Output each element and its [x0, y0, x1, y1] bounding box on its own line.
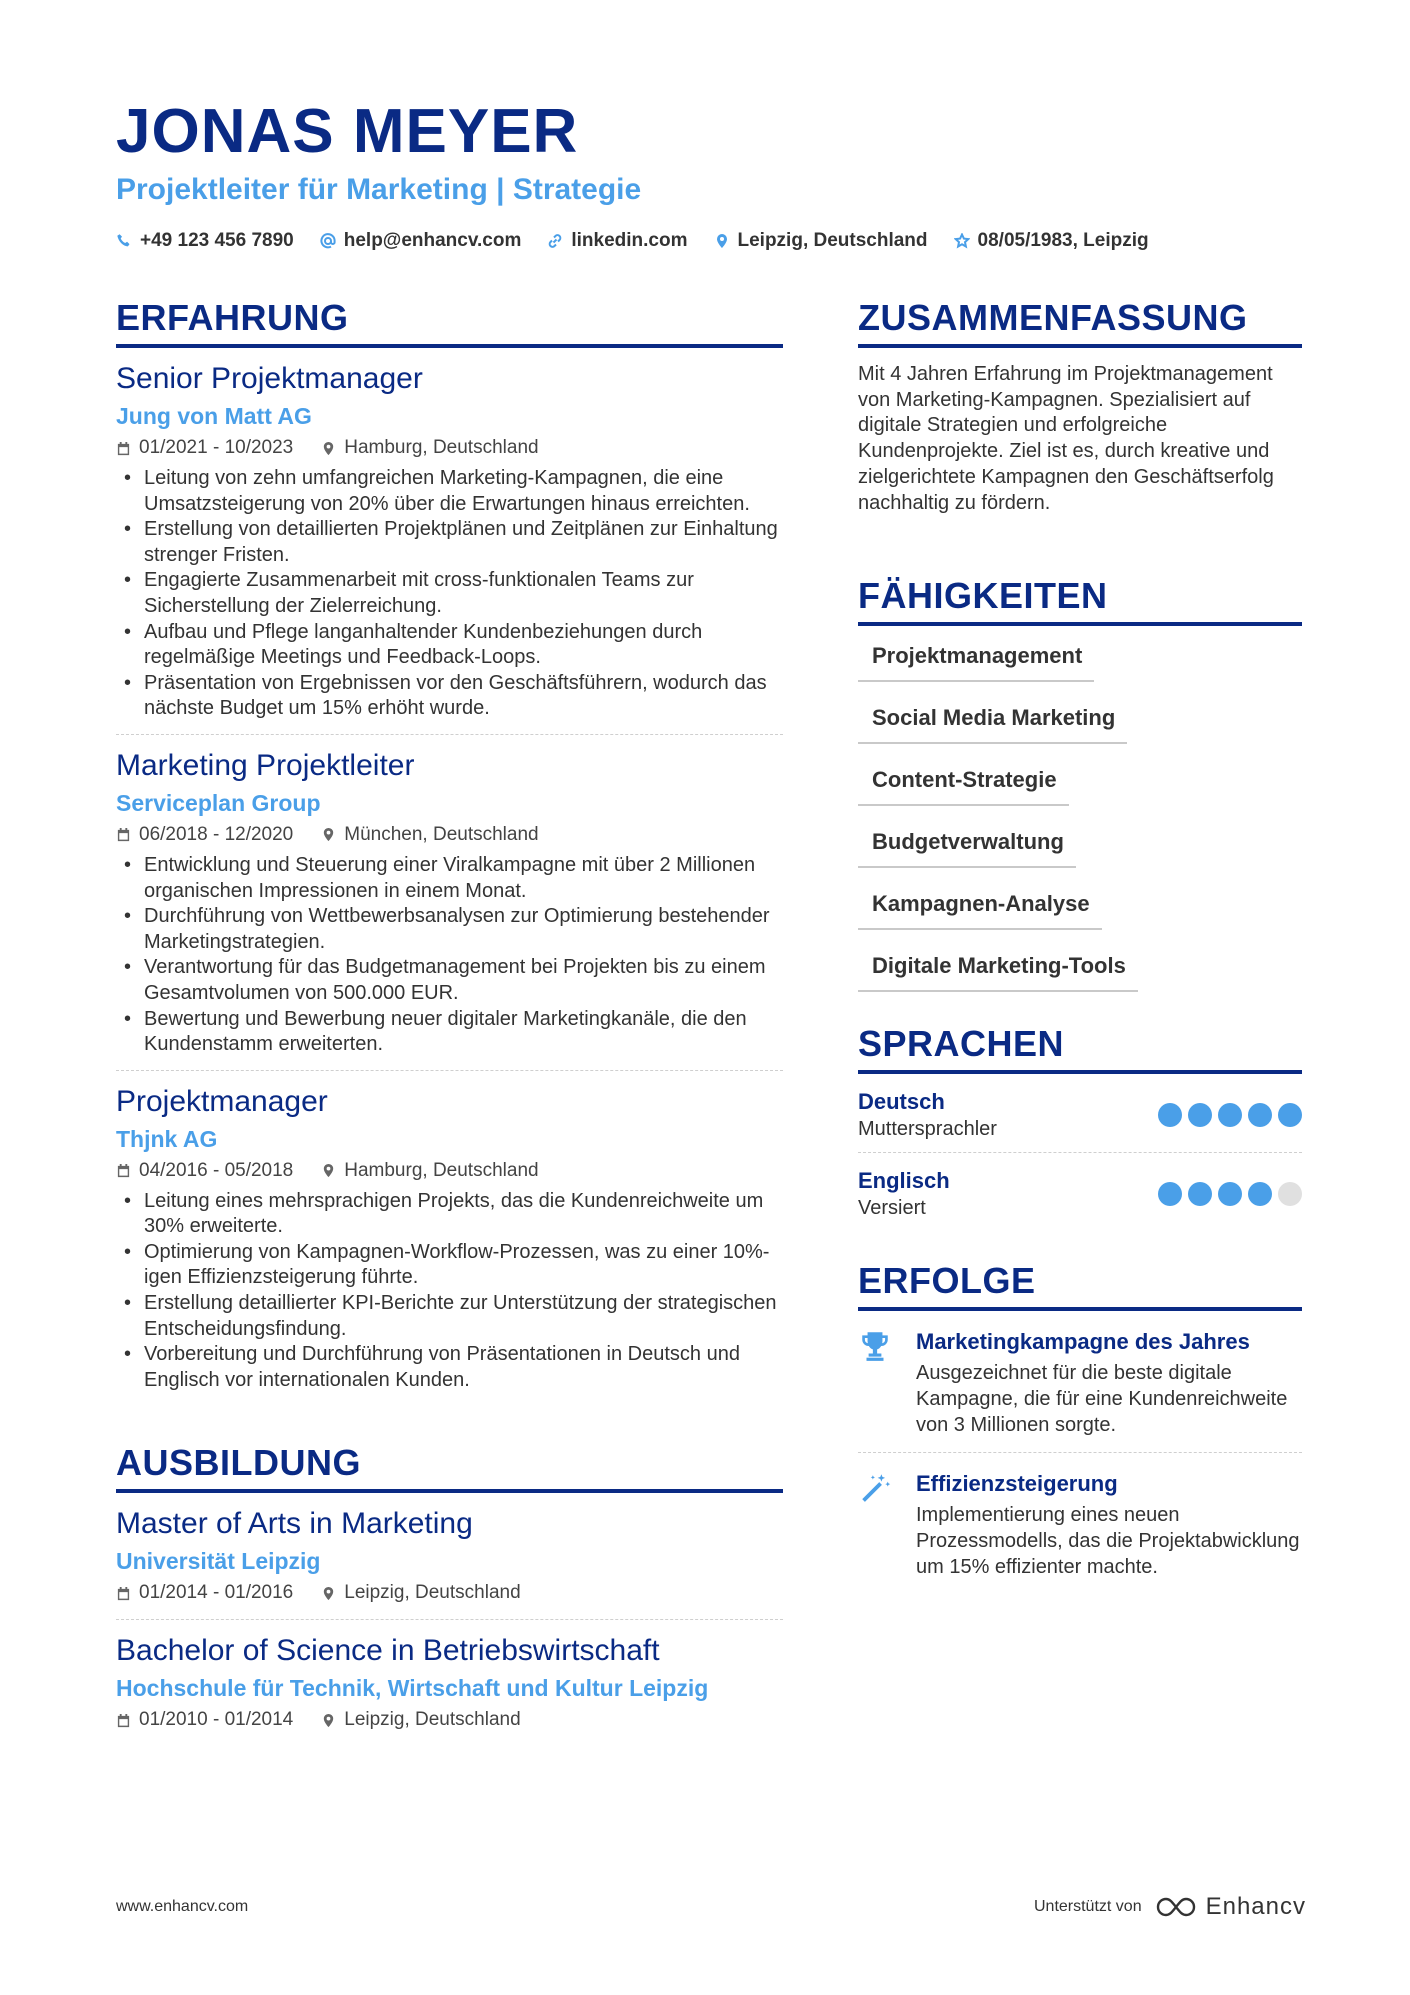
language-name: Englisch	[858, 1168, 950, 1194]
job-bullets	[116, 1189, 783, 1394]
education-location: Leipzig, Deutschland	[344, 1582, 521, 1604]
job-dates: 04/2016 - 05/2018	[139, 1159, 294, 1181]
language-name: Deutsch	[858, 1089, 945, 1115]
powered-by-label: Unterstützt von	[1033, 1898, 1142, 1915]
bullet-item: • Leitung von zehn umfangreichen Marketing-Kampagnen, die eine Umsatzsteigerung von 20% über die Erwartungen hinaus erreichten.	[116, 466, 783, 517]
contact-linkedin-text: linkedin.com	[571, 230, 688, 251]
contact-linkedin[interactable]	[547, 228, 687, 254]
summary-section	[858, 296, 1302, 516]
achievement-title: Effizienzsteigerung	[916, 1471, 1118, 1497]
magic-wand-icon	[858, 1471, 892, 1505]
skill-tag: Projektmanagement	[858, 642, 1094, 682]
skill-tag: Social Media Marketing	[858, 704, 1127, 744]
skills-section	[858, 574, 1302, 992]
powered-by	[1034, 1893, 1306, 1921]
achievement-desc: Ausgezeichnet für die beste digitale Kampagne, die für eine Kundenreichweite von 3 Millionen sorgte.	[916, 1362, 1288, 1436]
page-footer	[116, 1893, 1306, 1921]
job-location: Hamburg, Deutschland	[344, 1159, 539, 1181]
summary-text: Mit 4 Jahren Erfahrung im Projektmanagement von Marketing-Kampagnen. Spezialisiert auf digitale Strategien und erfolgreiche Kundenprojekte. Ziel ist es, durch kreative und zielgerichtete Kampagnen den Geschäftserfolg nachhaltig zu fördern.	[858, 363, 1274, 514]
achievement-title: Marketingkampagne des Jahres	[916, 1329, 1250, 1355]
education-title: AUSBILDUNG	[116, 1441, 783, 1493]
experience-entry	[116, 1070, 783, 1406]
job-role: Marketing Projektleiter	[116, 748, 415, 782]
brand-name: Enhancv	[1205, 1893, 1306, 1920]
job-company: Thjnk AG	[116, 1125, 218, 1152]
rating-dot-filled	[1248, 1182, 1272, 1206]
job-dates: 01/2021 - 10/2023	[139, 437, 294, 458]
bullet-item: • Durchführung von Wettbewerbsanalysen zur Optimierung bestehender Marketingstrategien.	[116, 904, 783, 955]
bullet-item: • Optimierung von Kampagnen-Workflow-Prozessen, was zu einer 10%-igen Effizienzsteigerung führte.	[116, 1240, 783, 1291]
education-entry	[116, 1619, 783, 1746]
at-icon	[320, 233, 336, 249]
skill-tag: Digitale Marketing-Tools	[858, 952, 1138, 992]
language-level: Versiert	[858, 1197, 926, 1220]
bullet-item: • Vorbereitung und Durchführung von Präsentationen in Deutsch und Englisch vor internationalen Kunden.	[116, 1342, 783, 1393]
job-dates: 06/2018 - 12/2020	[139, 823, 294, 845]
bullet-item: • Entwicklung und Steuerung einer Viralkampagne mit über 2 Millionen organischen Impressionen in einem Monat.	[116, 853, 783, 904]
rating-dot-filled	[1218, 1103, 1242, 1127]
school-name: Universität Leipzig	[116, 1548, 321, 1575]
contact-phone-text: +49 123 456 7890	[140, 230, 294, 251]
rating-dot-filled	[1218, 1182, 1242, 1206]
language-rating	[1158, 1182, 1302, 1206]
bullet-item: • Aufbau und Pflege langanhaltender Kundenbeziehungen durch regelmäßige Meetings und Feedback-Loops.	[116, 620, 783, 671]
skills-title: FÄHIGKEITEN	[858, 574, 1302, 626]
job-company: Jung von Matt AG	[116, 403, 312, 429]
job-bullets	[116, 853, 783, 1058]
candidate-title: Projektleiter für Marketing | Strategie	[116, 173, 642, 206]
job-company: Serviceplan Group	[116, 789, 321, 816]
brand-logo[interactable]	[1154, 1893, 1306, 1921]
bullet-item: • Erstellung detaillierter KPI-Berichte zur Unterstützung der strategischen Entscheidungsfindung.	[116, 1291, 783, 1342]
bullet-item: • Präsentation von Ergebnissen vor den Geschäftsführern, wodurch das nächste Budget um 15% erhöht wurde.	[116, 671, 783, 722]
experience-entry	[116, 734, 783, 1070]
bullet-item: • Verantwortung für das Budgetmanagement bei Projekten bis zu einem Gesamtvolumen von 500.000 EUR.	[116, 955, 783, 1006]
education-meta	[116, 1706, 783, 1734]
skill-tag: Kampagnen-Analyse	[858, 890, 1102, 930]
language-row	[858, 1152, 1302, 1231]
bullet-item: • Bewertung und Bewerbung neuer digitaler Marketingkanäle, die den Kundenstamm erweiterten.	[116, 1007, 783, 1058]
rating-dot-filled	[1278, 1103, 1302, 1127]
skill-tag: Budgetverwaltung	[858, 828, 1076, 868]
bullet-item: • Erstellung von detaillierten Projektplänen und Zeitplänen zur Einhaltung strenger Fristen.	[116, 517, 783, 568]
contact-email[interactable]	[320, 228, 522, 254]
calendar-icon	[116, 1586, 131, 1601]
achievements-section	[858, 1259, 1302, 1594]
language-row	[858, 1074, 1302, 1152]
footer-url[interactable]: www.enhancv.com	[116, 1898, 249, 1915]
job-meta	[116, 821, 783, 849]
phone-icon	[116, 233, 132, 249]
languages-section	[858, 1022, 1302, 1231]
calendar-icon	[116, 1163, 131, 1178]
skills-list	[858, 642, 1302, 992]
job-location: München, Deutschland	[344, 823, 539, 845]
resume-header	[116, 96, 1306, 254]
job-role: Senior Projektmanager	[116, 362, 423, 395]
left-column	[116, 296, 783, 1746]
degree-title: Master of Arts in Marketing	[116, 1507, 473, 1541]
languages-title: SPRACHEN	[858, 1022, 1302, 1074]
education-entry	[116, 1493, 783, 1619]
summary-title: ZUSAMMENFASSUNG	[858, 296, 1302, 348]
contact-birth-text: 08/05/1983, Leipzig	[977, 230, 1149, 251]
rating-dot-filled	[1158, 1103, 1182, 1127]
education-location: Leipzig, Deutschland	[344, 1709, 521, 1731]
bullet-item: • Engagierte Zusammenarbeit mit cross-funktionalen Teams zur Sicherstellung der Zielerreichung.	[116, 568, 783, 619]
star-icon	[954, 233, 970, 249]
location-icon	[714, 233, 730, 249]
contact-birth	[954, 228, 1149, 254]
contact-phone[interactable]	[116, 228, 294, 254]
education-meta	[116, 1579, 783, 1607]
rating-dot-filled	[1188, 1103, 1212, 1127]
candidate-name: JONAS MEYER	[116, 97, 579, 166]
calendar-icon	[116, 827, 131, 842]
achievement-desc: Implementierung eines neuen Prozessmodells, das die Projektabwicklung um 15% effizienter machte.	[916, 1504, 1300, 1578]
location-icon	[321, 441, 336, 456]
location-icon	[321, 827, 336, 842]
job-location: Hamburg, Deutschland	[344, 437, 539, 458]
achievement-item	[858, 1452, 1302, 1594]
experience-section	[116, 296, 783, 1405]
school-name: Hochschule für Technik, Wirtschaft und Kultur Leipzig	[116, 1675, 709, 1702]
experience-entry	[116, 348, 783, 734]
location-icon	[321, 1586, 336, 1601]
language-rating	[1158, 1103, 1302, 1127]
language-level: Muttersprachler	[858, 1118, 997, 1141]
contact-bar	[116, 228, 1306, 254]
education-section	[116, 1441, 783, 1746]
trophy-icon	[858, 1329, 892, 1363]
bullet-item: • Leitung eines mehrsprachigen Projekts, das die Kundenreichweite um 30% erweiterte.	[116, 1189, 783, 1240]
achievements-title: ERFOLGE	[858, 1259, 1302, 1311]
contact-location-text: Leipzig, Deutschland	[737, 230, 928, 251]
education-dates: 01/2010 - 01/2014	[139, 1709, 294, 1731]
skill-tag: Content-Strategie	[858, 766, 1069, 806]
link-icon	[547, 233, 563, 249]
job-meta	[116, 1157, 783, 1185]
calendar-icon	[116, 441, 131, 456]
rating-dot-filled	[1248, 1103, 1272, 1127]
location-icon	[321, 1713, 336, 1728]
experience-title: ERFAHRUNG	[116, 296, 783, 348]
contact-location	[714, 228, 928, 254]
education-dates: 01/2014 - 01/2016	[139, 1582, 294, 1604]
job-role: Projektmanager	[116, 1084, 328, 1118]
degree-title: Bachelor of Science in Betriebswirtschaft	[116, 1634, 660, 1668]
right-column	[858, 296, 1302, 1594]
job-bullets	[116, 466, 783, 722]
rating-dot-filled	[1158, 1182, 1182, 1206]
rating-dot-filled	[1188, 1182, 1212, 1206]
contact-email-text: help@enhancv.com	[343, 230, 522, 251]
achievement-item	[858, 1311, 1302, 1452]
job-meta	[116, 434, 783, 462]
rating-dot-empty	[1278, 1182, 1302, 1206]
calendar-icon	[116, 1713, 131, 1728]
location-icon	[321, 1163, 336, 1178]
enhancv-logo-icon	[1154, 1894, 1198, 1920]
